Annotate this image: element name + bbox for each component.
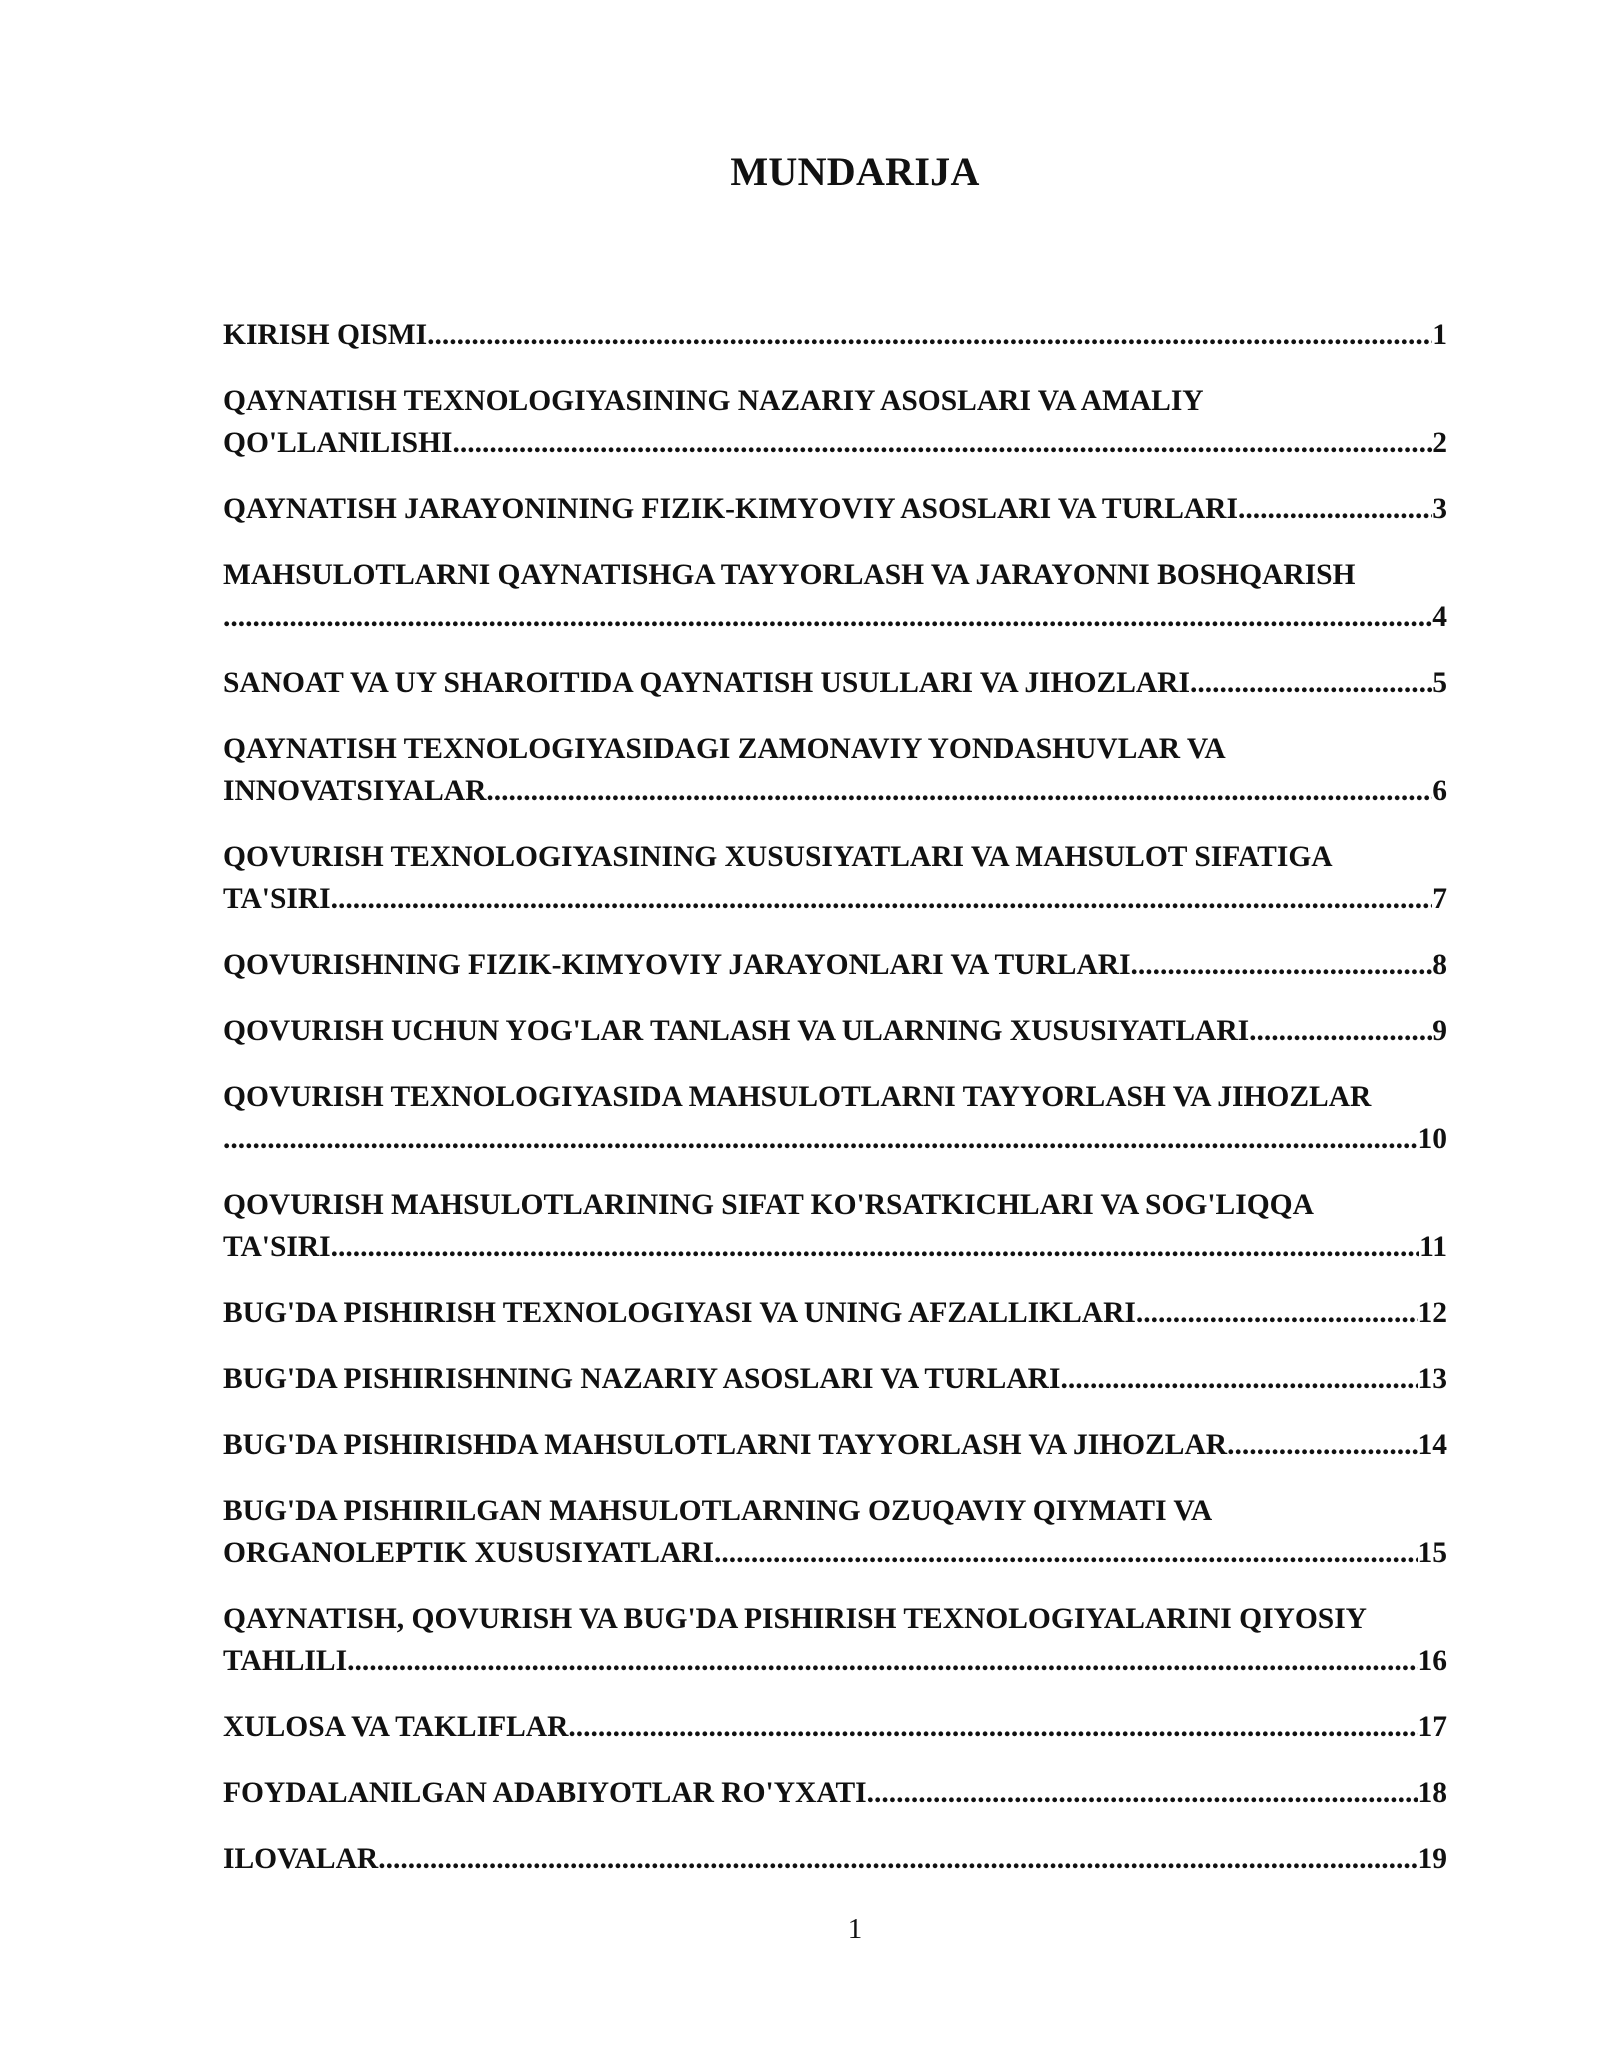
toc-entry-title: TA'SIRI: [223, 883, 331, 915]
toc-entry[interactable]: [223, 836, 1447, 920]
toc-entry-title-line: QOVURISH MAHSULOTLARINING SIFAT KO'RSATKICHLARI VA SOG'LIQQA: [223, 1189, 1314, 1221]
toc-entry[interactable]: [223, 488, 1447, 530]
toc-entry-title: INNOVATSIYALAR: [223, 775, 487, 807]
toc-entry-page: 16: [1417, 1645, 1447, 1677]
toc-entry[interactable]: [223, 662, 1447, 704]
dot-leader: [331, 1226, 1419, 1268]
toc-entry[interactable]: [223, 1424, 1447, 1466]
dot-leader: [453, 422, 1433, 464]
toc-entry-title-line: QOVURISH TEXNOLOGIYASIDA MAHSULOTLARNI TAYYORLASH VA JIHOZLAR: [223, 1081, 1372, 1113]
dot-leader: [1238, 488, 1432, 530]
toc-entry-line: [223, 1010, 1447, 1052]
toc-entry-title: QAYNATISH JARAYONINING FIZIK-KIMYOVIY ASOSLARI VA TURLARI: [223, 493, 1238, 525]
toc-entry-line: [223, 422, 1447, 464]
toc-entry[interactable]: [223, 554, 1447, 638]
toc-entry-page: 14: [1417, 1429, 1447, 1461]
dot-leader: [867, 1772, 1418, 1814]
dot-leader: [1249, 1010, 1432, 1052]
dot-leader: [223, 596, 1432, 638]
toc-entry-page: 8: [1432, 949, 1447, 981]
toc-entry[interactable]: [223, 1010, 1447, 1052]
toc-entry-page: 4: [1432, 601, 1447, 633]
toc-entry-line: [223, 1706, 1447, 1748]
toc-entry-line: [223, 770, 1447, 812]
toc-entry-page: 1: [1432, 319, 1447, 351]
toc-entry-title-line: QAYNATISH TEXNOLOGIYASIDAGI ZAMONAVIY YONDASHUVLAR VA: [223, 733, 1226, 765]
toc-entry-page: 2: [1432, 427, 1447, 459]
dot-leader: [486, 770, 1432, 812]
toc-entry-page: 6: [1432, 775, 1447, 807]
toc-entry-line: [223, 1226, 1447, 1268]
dot-leader: [1136, 1292, 1418, 1334]
toc-entry[interactable]: [223, 1598, 1447, 1682]
toc-entry[interactable]: [223, 1838, 1447, 1880]
toc-entry[interactable]: [223, 1490, 1447, 1574]
toc-entry-page: 7: [1432, 883, 1447, 915]
toc-entry-title: BUG'DA PISHIRISHNING NAZARIY ASOSLARI VA TURLARI: [223, 1363, 1061, 1395]
toc-entry[interactable]: [223, 314, 1447, 356]
toc-entry-title-line: BUG'DA PISHIRILGAN MAHSULOTLARNING OZUQAVIY QIYMATI VA: [223, 1495, 1213, 1527]
toc-entry-line: [223, 1838, 1447, 1880]
dot-leader: [223, 1118, 1418, 1160]
toc-entry-page: 9: [1432, 1015, 1447, 1047]
toc-entry-title-line: QAYNATISH, QOVURISH VA BUG'DA PISHIRISH TEXNOLOGIYALARINI QIYOSIY: [223, 1603, 1367, 1635]
toc-entry-title-line: MAHSULOTLARNI QAYNATISHGA TAYYORLASH VA JARAYONNI BOSHQARISH: [223, 559, 1356, 591]
dot-leader: [331, 878, 1433, 920]
toc-entry[interactable]: [223, 1184, 1447, 1268]
toc-entry-page: 13: [1417, 1363, 1447, 1395]
toc-entry-title: KIRISH QISMI: [223, 319, 428, 351]
toc-entry-title: TA'SIRI: [223, 1231, 331, 1263]
toc-entry-title: QOVURISH UCHUN YOG'LAR TANLASH VA ULARNING XUSUSIYATLARI: [223, 1015, 1250, 1047]
table-of-contents: [223, 290, 1447, 1880]
toc-entry-page: 17: [1417, 1711, 1447, 1743]
dot-leader: [1227, 1424, 1417, 1466]
toc-entry-page: 18: [1417, 1777, 1447, 1809]
dot-leader: [378, 1838, 1417, 1880]
toc-entry[interactable]: [223, 1706, 1447, 1748]
toc-entry-page: 10: [1417, 1123, 1447, 1155]
toc-entry[interactable]: [223, 1772, 1447, 1814]
toc-entry-title: XULOSA VA TAKLIFLAR: [223, 1711, 569, 1743]
toc-entry-page: 15: [1417, 1537, 1447, 1569]
dot-leader: [714, 1532, 1418, 1574]
toc-entry-title: QOVURISHNING FIZIK-KIMYOVIY JARAYONLARI VA TURLARI: [223, 949, 1131, 981]
toc-entry-line: [223, 596, 1447, 638]
toc-entry-page: 3: [1432, 493, 1447, 525]
toc-entry-line: [223, 1292, 1447, 1334]
toc-entry-title: SANOAT VA UY SHAROITIDA QAYNATISH USULLARI VA JIHOZLARI: [223, 667, 1190, 699]
dot-leader: [427, 314, 1432, 356]
toc-entry-line: [223, 944, 1447, 986]
toc-entry-line: [223, 488, 1447, 530]
dot-leader: [1190, 662, 1432, 704]
dot-leader: [568, 1706, 1417, 1748]
dot-leader: [1131, 944, 1433, 986]
toc-entry-title: ORGANOLEPTIK XUSUSIYATLARI: [223, 1537, 714, 1569]
toc-entry[interactable]: [223, 944, 1447, 986]
toc-entry[interactable]: [223, 1358, 1447, 1400]
toc-entry[interactable]: [223, 1292, 1447, 1334]
dot-leader: [1060, 1358, 1417, 1400]
toc-entry-title: QO'LLANILISHI: [223, 427, 453, 459]
toc-entry[interactable]: [223, 1076, 1447, 1160]
toc-entry-line: [223, 1358, 1447, 1400]
toc-entry-line: [223, 314, 1447, 356]
toc-entry-line: [223, 662, 1447, 704]
toc-heading: MUNDARIJA: [730, 149, 980, 194]
toc-entry-page: 12: [1417, 1297, 1447, 1329]
toc-entry-title-line: QOVURISH TEXNOLOGIYASINING XUSUSIYATLARI VA MAHSULOT SIFATIGA: [223, 841, 1333, 873]
page-number: 1: [847, 1913, 863, 1945]
toc-entry-line: [223, 1772, 1447, 1814]
toc-entry-line: [223, 878, 1447, 920]
toc-entry-line: [223, 1532, 1447, 1574]
toc-entry-title: TAHLILI: [223, 1645, 348, 1677]
toc-entry-title: BUG'DA PISHIRISHDA MAHSULOTLARNI TAYYORLASH VA JIHOZLAR: [223, 1429, 1228, 1461]
toc-entry-line: [223, 1424, 1447, 1466]
toc-entry-title: ILOVALAR: [223, 1843, 379, 1875]
toc-entry[interactable]: [223, 728, 1447, 812]
toc-entry-page: 5: [1432, 667, 1447, 699]
toc-entry-page: 11: [1419, 1231, 1447, 1263]
toc-entry-line: [223, 1640, 1447, 1682]
toc-entry-title-line: QAYNATISH TEXNOLOGIYASINING NAZARIY ASOSLARI VA AMALIY: [223, 385, 1204, 417]
toc-entry-title: BUG'DA PISHIRISH TEXNOLOGIYASI VA UNING AFZALLIKLARI: [223, 1297, 1136, 1329]
dot-leader: [347, 1640, 1417, 1682]
toc-entry[interactable]: [223, 380, 1447, 464]
toc-entry-line: [223, 1118, 1447, 1160]
toc-entry-page: 19: [1417, 1843, 1447, 1875]
toc-entry-title: FOYDALANILGAN ADABIYOTLAR RO'YXATI: [223, 1777, 867, 1809]
